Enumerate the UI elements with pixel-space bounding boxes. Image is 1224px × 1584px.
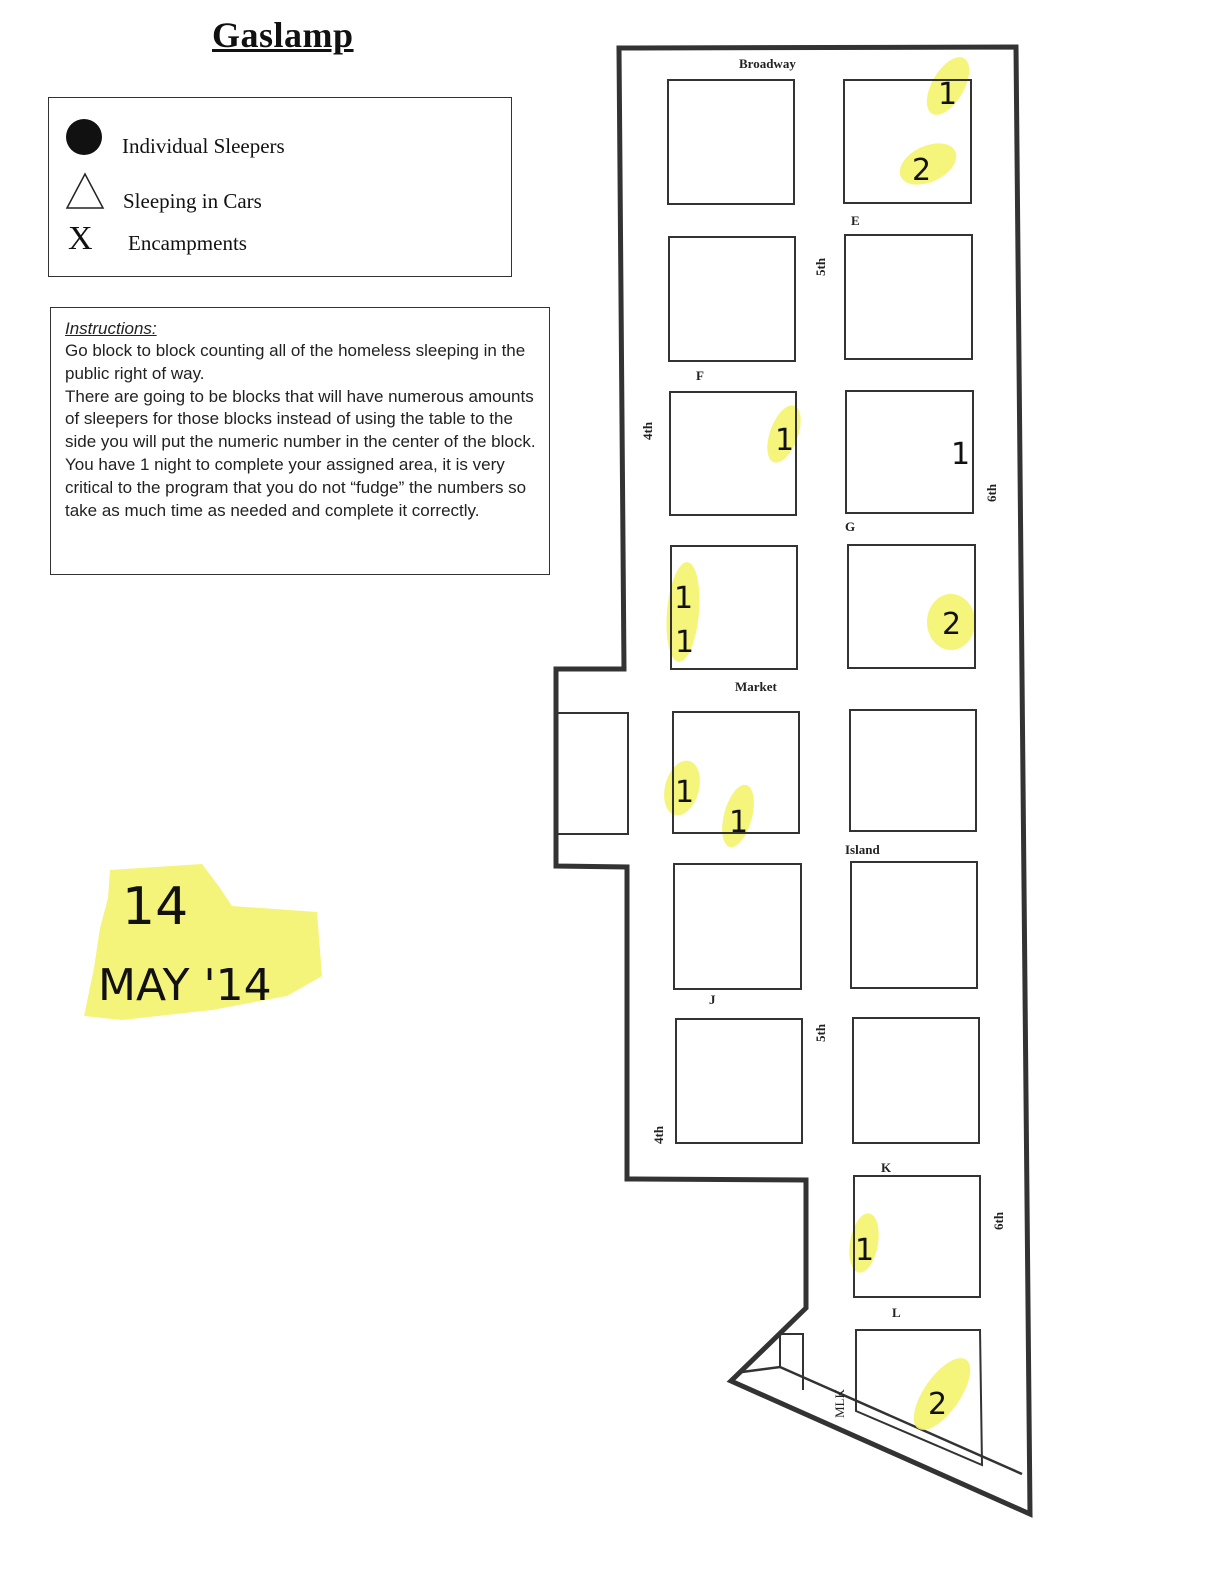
x-icon: X bbox=[68, 220, 93, 257]
legend-label-encampments: Encampments bbox=[128, 231, 247, 255]
street-l: L bbox=[892, 1305, 901, 1320]
block-market-island-east bbox=[850, 710, 976, 831]
block-island-j-east bbox=[851, 862, 977, 988]
street-market: Market bbox=[735, 679, 777, 694]
instruction-paragraph: Go block to block counting all of the homeless sleeping in the public right of way. bbox=[65, 341, 526, 383]
count-number: 1 bbox=[675, 775, 695, 810]
count-number: 2 bbox=[912, 153, 932, 188]
count-number: 1 bbox=[675, 625, 695, 660]
block-j-k-east bbox=[853, 1018, 979, 1143]
street-j: J bbox=[709, 992, 716, 1007]
street-5th-bottom: 5th bbox=[813, 1023, 828, 1042]
date-month-year: MAY '14 bbox=[98, 960, 272, 1011]
count-number: 1 bbox=[855, 1233, 875, 1268]
count-number: 2 bbox=[928, 1387, 948, 1422]
count-number: 1 bbox=[775, 423, 795, 458]
count-number: 1 bbox=[951, 437, 971, 472]
street-f: F bbox=[696, 368, 704, 383]
street-5th-top: 5th bbox=[813, 257, 828, 276]
street-broadway: Broadway bbox=[739, 56, 796, 71]
street-g: G bbox=[845, 519, 856, 534]
block-j-k-west bbox=[676, 1019, 802, 1143]
street-4th-top: 4th bbox=[640, 421, 655, 440]
block-island-j-west bbox=[674, 864, 801, 989]
date-day: 14 bbox=[122, 877, 189, 937]
legend-label-cars: Sleeping in Cars bbox=[123, 189, 262, 213]
instructions-heading: Instructions: bbox=[65, 319, 157, 338]
street-mlk: MLK bbox=[832, 1389, 847, 1418]
street-4th-bottom: 4th bbox=[651, 1125, 666, 1144]
mlk-corner-block bbox=[780, 1334, 803, 1390]
count-number: 2 bbox=[942, 607, 962, 642]
street-6th-top: 6th bbox=[984, 483, 999, 502]
legend-label-individual: Individual Sleepers bbox=[122, 134, 285, 158]
street-island: Island bbox=[845, 842, 880, 857]
street-6th-bottom: 6th bbox=[991, 1211, 1006, 1230]
page-title: Gaslamp bbox=[212, 15, 354, 55]
count-number: 1 bbox=[674, 581, 694, 616]
block-broadway-e-west bbox=[668, 80, 794, 204]
instruction-paragraph: You have 1 night to complete your assigned area, it is very critical to the program that you do not “fudge” the numbers so take as much time as needed and complete it correctly. bbox=[65, 454, 527, 520]
street-k: K bbox=[881, 1160, 892, 1175]
count-number: 1 bbox=[729, 805, 749, 840]
block-market-island-far-west bbox=[557, 713, 628, 834]
instruction-paragraph: There are going to be blocks that will have numerous amounts of sleepers for those blocks instead of using the table to the side you will put the numeric number in the center of the block. bbox=[65, 386, 536, 452]
street-e: E bbox=[851, 213, 860, 228]
block-e-f-east bbox=[845, 235, 972, 359]
count-number: 1 bbox=[938, 77, 958, 112]
block-e-f-west bbox=[669, 237, 795, 361]
